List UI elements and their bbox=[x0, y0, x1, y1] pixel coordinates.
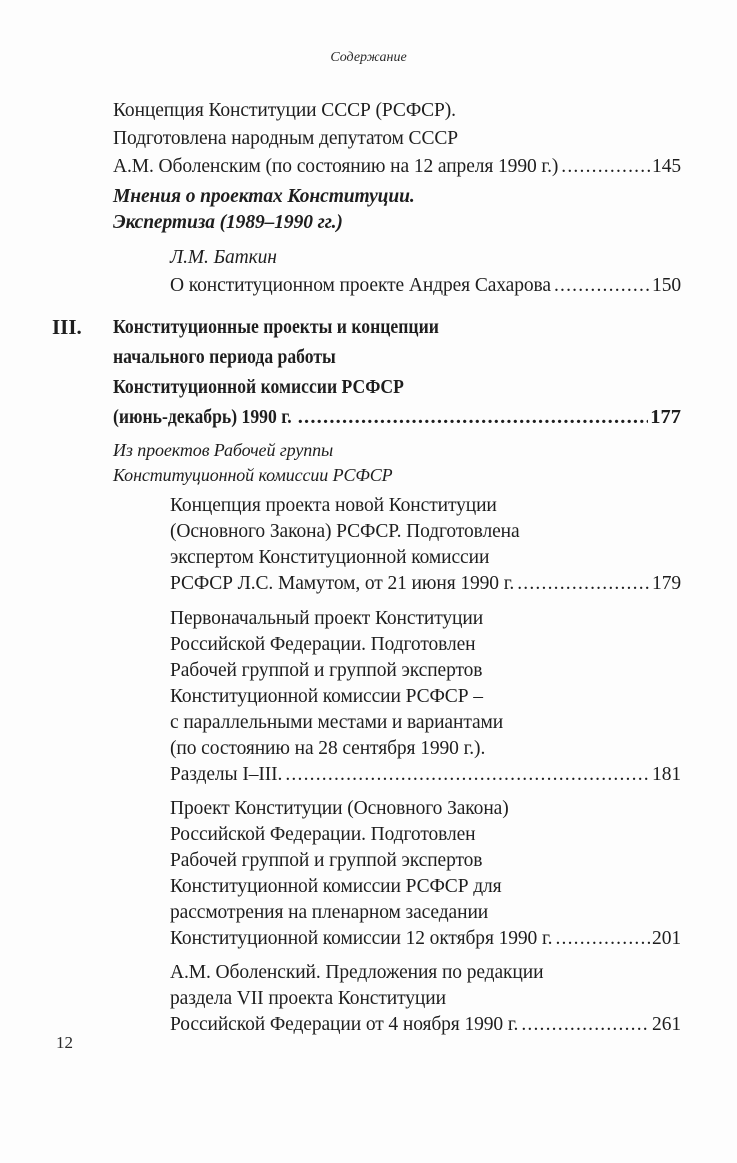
toc-entry-line: Первоначальный проект Конституции bbox=[170, 608, 484, 629]
toc-entry-batkin[interactable] bbox=[170, 273, 681, 299]
toc-entry-text: Разделы I–III. bbox=[170, 764, 283, 785]
toc-page-number: 150 bbox=[652, 275, 681, 296]
toc-entry-line: экспертом Конституционной комиссии bbox=[170, 547, 490, 568]
toc-entry-line: с параллельными местами и вариантами bbox=[170, 712, 504, 733]
toc-page-number: 177 bbox=[650, 406, 681, 428]
toc-page-number: 181 bbox=[652, 764, 681, 785]
leader-dots bbox=[517, 571, 650, 597]
toc-entry-text: (июнь-декабрь) 1990 г. bbox=[113, 406, 292, 428]
toc-entry-mamut-concept[interactable] bbox=[170, 571, 681, 597]
toc-entry-text: Конституционной комиссии 12 октября 1990 г. bbox=[170, 928, 553, 949]
section-title-line: начального периода работы bbox=[113, 346, 336, 368]
toc-page-number: 179 bbox=[652, 573, 681, 594]
subsection-heading: Из проектов Рабочей группы bbox=[113, 440, 334, 460]
page-number: 12 bbox=[56, 1033, 73, 1052]
toc-entry-line: раздела VII проекта Конституции bbox=[170, 988, 446, 1009]
section-title-line: Конституционные проекты и концепции bbox=[113, 316, 439, 338]
toc-entry-text: О конституционном проекте Андрея Сахарова bbox=[170, 275, 551, 296]
toc-entry-line: Российской Федерации. Подготовлен bbox=[170, 634, 476, 655]
toc-author: Л.М. Баткин bbox=[170, 247, 277, 268]
leader-dots bbox=[521, 1012, 650, 1038]
subsection-heading: Мнения о проектах Конституции. bbox=[113, 186, 415, 207]
toc-entry-line: (Основного Закона) РСФСР. Подготовлена bbox=[170, 521, 520, 542]
toc-entry-october-draft[interactable] bbox=[170, 926, 681, 952]
subsection-heading: Конституционной комиссии РСФСР bbox=[113, 465, 393, 485]
toc-entry-initial-draft[interactable] bbox=[170, 762, 681, 788]
section-number: III. bbox=[52, 315, 82, 339]
toc-entry-obolensky-concept[interactable] bbox=[113, 154, 681, 180]
leader-dots bbox=[554, 273, 650, 299]
toc-entry-line: Конституционной комиссии РСФСР – bbox=[170, 686, 483, 707]
toc-entry-line: (по состоянию на 28 сентября 1990 г.). bbox=[170, 738, 486, 759]
toc-entry-text: А.М. Оболенским (по состоянию на 12 апреля 1990 г.) bbox=[113, 156, 559, 177]
toc-entry-section-iii[interactable] bbox=[113, 403, 681, 431]
leader-dots bbox=[555, 926, 650, 952]
toc-entry-line: Концепция Конституции СССР (РСФСР). bbox=[113, 100, 456, 121]
toc-entry-line: Концепция проекта новой Конституции bbox=[170, 495, 497, 516]
toc-page-number: 145 bbox=[652, 156, 681, 177]
toc-entry-obolensky-proposals[interactable] bbox=[170, 1012, 681, 1038]
toc-entry-text: РСФСР Л.С. Мамутом, от 21 июня 1990 г. bbox=[170, 573, 515, 594]
leader-dots bbox=[298, 403, 649, 431]
toc-entry-line: Конституционной комиссии РСФСР для bbox=[170, 876, 502, 897]
leader-dots bbox=[285, 762, 650, 788]
section-title-line: Конституционной комиссии РСФСР bbox=[113, 376, 404, 398]
toc-entry-line: рассмотрения на пленарном заседании bbox=[170, 902, 489, 923]
toc-entry-line: А.М. Оболенский. Предложения по редакции bbox=[170, 962, 544, 983]
toc-page-number: 261 bbox=[652, 1014, 681, 1035]
running-head: Содержание bbox=[330, 50, 407, 65]
leader-dots bbox=[561, 154, 650, 180]
toc-entry-line: Рабочей группой и группой экспертов bbox=[170, 850, 483, 871]
toc-entry-text: Российской Федерации от 4 ноября 1990 г. bbox=[170, 1014, 519, 1035]
toc-entry-line: Подготовлена народным депутатом СССР bbox=[113, 128, 459, 149]
subsection-heading: Экспертиза (1989–1990 гг.) bbox=[113, 212, 343, 233]
toc-entry-line: Проект Конституции (Основного Закона) bbox=[170, 798, 509, 819]
toc-entry-line: Российской Федерации. Подготовлен bbox=[170, 824, 476, 845]
toc-entry-line: Рабочей группой и группой экспертов bbox=[170, 660, 483, 681]
toc-page-number: 201 bbox=[652, 928, 681, 949]
